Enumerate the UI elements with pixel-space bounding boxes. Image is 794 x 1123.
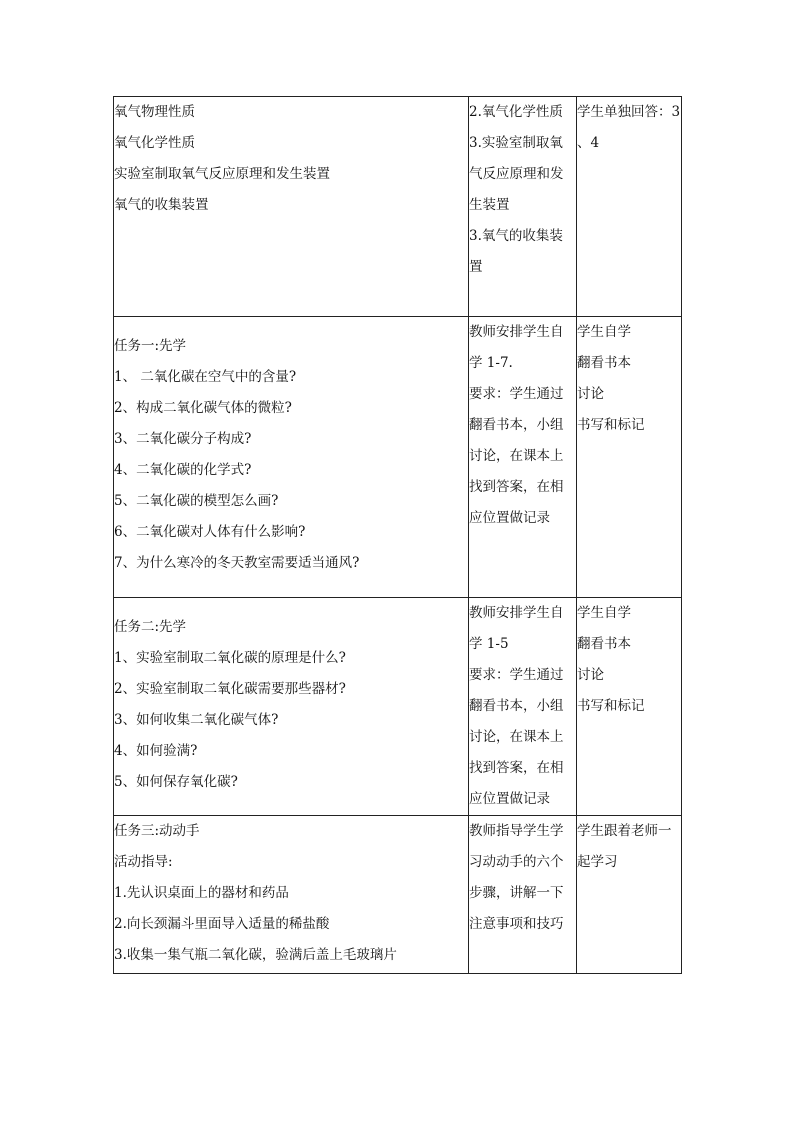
- lesson-plan-table: [113, 96, 682, 974]
- question-item: 5、二氧化碳的模型怎么画?: [114, 493, 279, 509]
- teacher-text: 2.氧气化学性质: [469, 104, 563, 120]
- content-cell: [114, 317, 469, 598]
- teacher-text: 教师指导学生学习动动手的六个步骤，讲解一下注意事项和技巧: [469, 823, 564, 932]
- student-text: 学生跟着老师一起学习: [577, 823, 672, 870]
- question-item: 7、为什么寒冷的冬天教室需要适当通风?: [114, 555, 360, 571]
- question-item: 1、 二氧化碳在空气中的含量?: [114, 369, 297, 385]
- teacher-text: 教师安排学生自学 1-7.: [469, 324, 564, 371]
- content-line: 氧气的收集装置: [114, 197, 209, 213]
- teacher-cell: [469, 317, 577, 598]
- table-row: [114, 97, 682, 317]
- question-item: 4、如何验满?: [114, 743, 198, 759]
- student-text: 翻看书本: [577, 636, 631, 652]
- teacher-cell: [469, 816, 577, 974]
- student-cell: [577, 816, 682, 974]
- question-item: 2、构成二氧化碳气体的微粒?: [114, 400, 292, 416]
- question-item: 3、二氧化碳分子构成?: [114, 431, 252, 447]
- student-cell: [577, 317, 682, 598]
- student-cell: [577, 598, 682, 816]
- student-text: 书写和标记: [577, 698, 645, 714]
- question-item: 1、实验室制取二氧化碳的原理是什么?: [114, 650, 346, 666]
- teacher-text: 教师安排学生自学 1-5: [469, 605, 564, 652]
- task-title: 任务二:先学: [114, 619, 187, 635]
- table-row: [114, 598, 682, 816]
- task-title: 任务三:动动手: [114, 823, 200, 839]
- teacher-text: 3.氧气的收集装置: [469, 228, 563, 275]
- content-cell: [114, 97, 469, 317]
- question-item: 3、如何收集二氧化碳气体?: [114, 712, 279, 728]
- table-row: [114, 317, 682, 598]
- table-row: [114, 816, 682, 974]
- teacher-text: 要求：学生通过翻看书本，小组讨论，在课本上找到答案，在相应位置做记录: [469, 667, 564, 807]
- student-text: 翻看书本: [577, 355, 631, 371]
- content-line: 实验室制取氧气反应原理和发生装置: [114, 166, 330, 182]
- student-text: 书写和标记: [577, 417, 645, 433]
- step-item: 1.先认识桌面上的器材和药品: [114, 885, 289, 901]
- content-cell: [114, 816, 469, 974]
- step-item: 3.收集一集气瓶二氧化碳，验满后盖上毛玻璃片: [114, 947, 397, 963]
- question-item: 2、实验室制取二氧化碳需要那些器材?: [114, 681, 346, 697]
- student-text: 学生自学: [577, 324, 631, 340]
- teacher-text: 3.实验室制取氧气反应原理和发生装置: [469, 135, 564, 213]
- student-text: 学生自学: [577, 605, 631, 621]
- task-title: 任务一:先学: [114, 338, 187, 354]
- student-text: 学生单独回答：3 、4: [577, 104, 681, 151]
- content-cell: [114, 598, 469, 816]
- student-text: 讨论: [577, 667, 604, 683]
- student-text: 讨论: [577, 386, 604, 402]
- content-line: 氧气物理性质: [114, 104, 195, 120]
- activity-guide-label: 活动指导:: [114, 854, 173, 870]
- question-item: 4、二氧化碳的化学式?: [114, 462, 252, 478]
- student-cell: [577, 97, 682, 317]
- question-item: 5、如何保存氧化碳?: [114, 774, 238, 790]
- step-item: 2.向长颈漏斗里面导入适量的稀盐酸: [114, 916, 330, 932]
- teacher-cell: [469, 598, 577, 816]
- teacher-cell: [469, 97, 577, 317]
- content-line: 氧气化学性质: [114, 135, 195, 151]
- teacher-text: 要求：学生通过翻看书本，小组讨论，在课本上找到答案，在相应位置做记录: [469, 386, 564, 526]
- question-item: 6、二氧化碳对人体有什么影响?: [114, 524, 306, 540]
